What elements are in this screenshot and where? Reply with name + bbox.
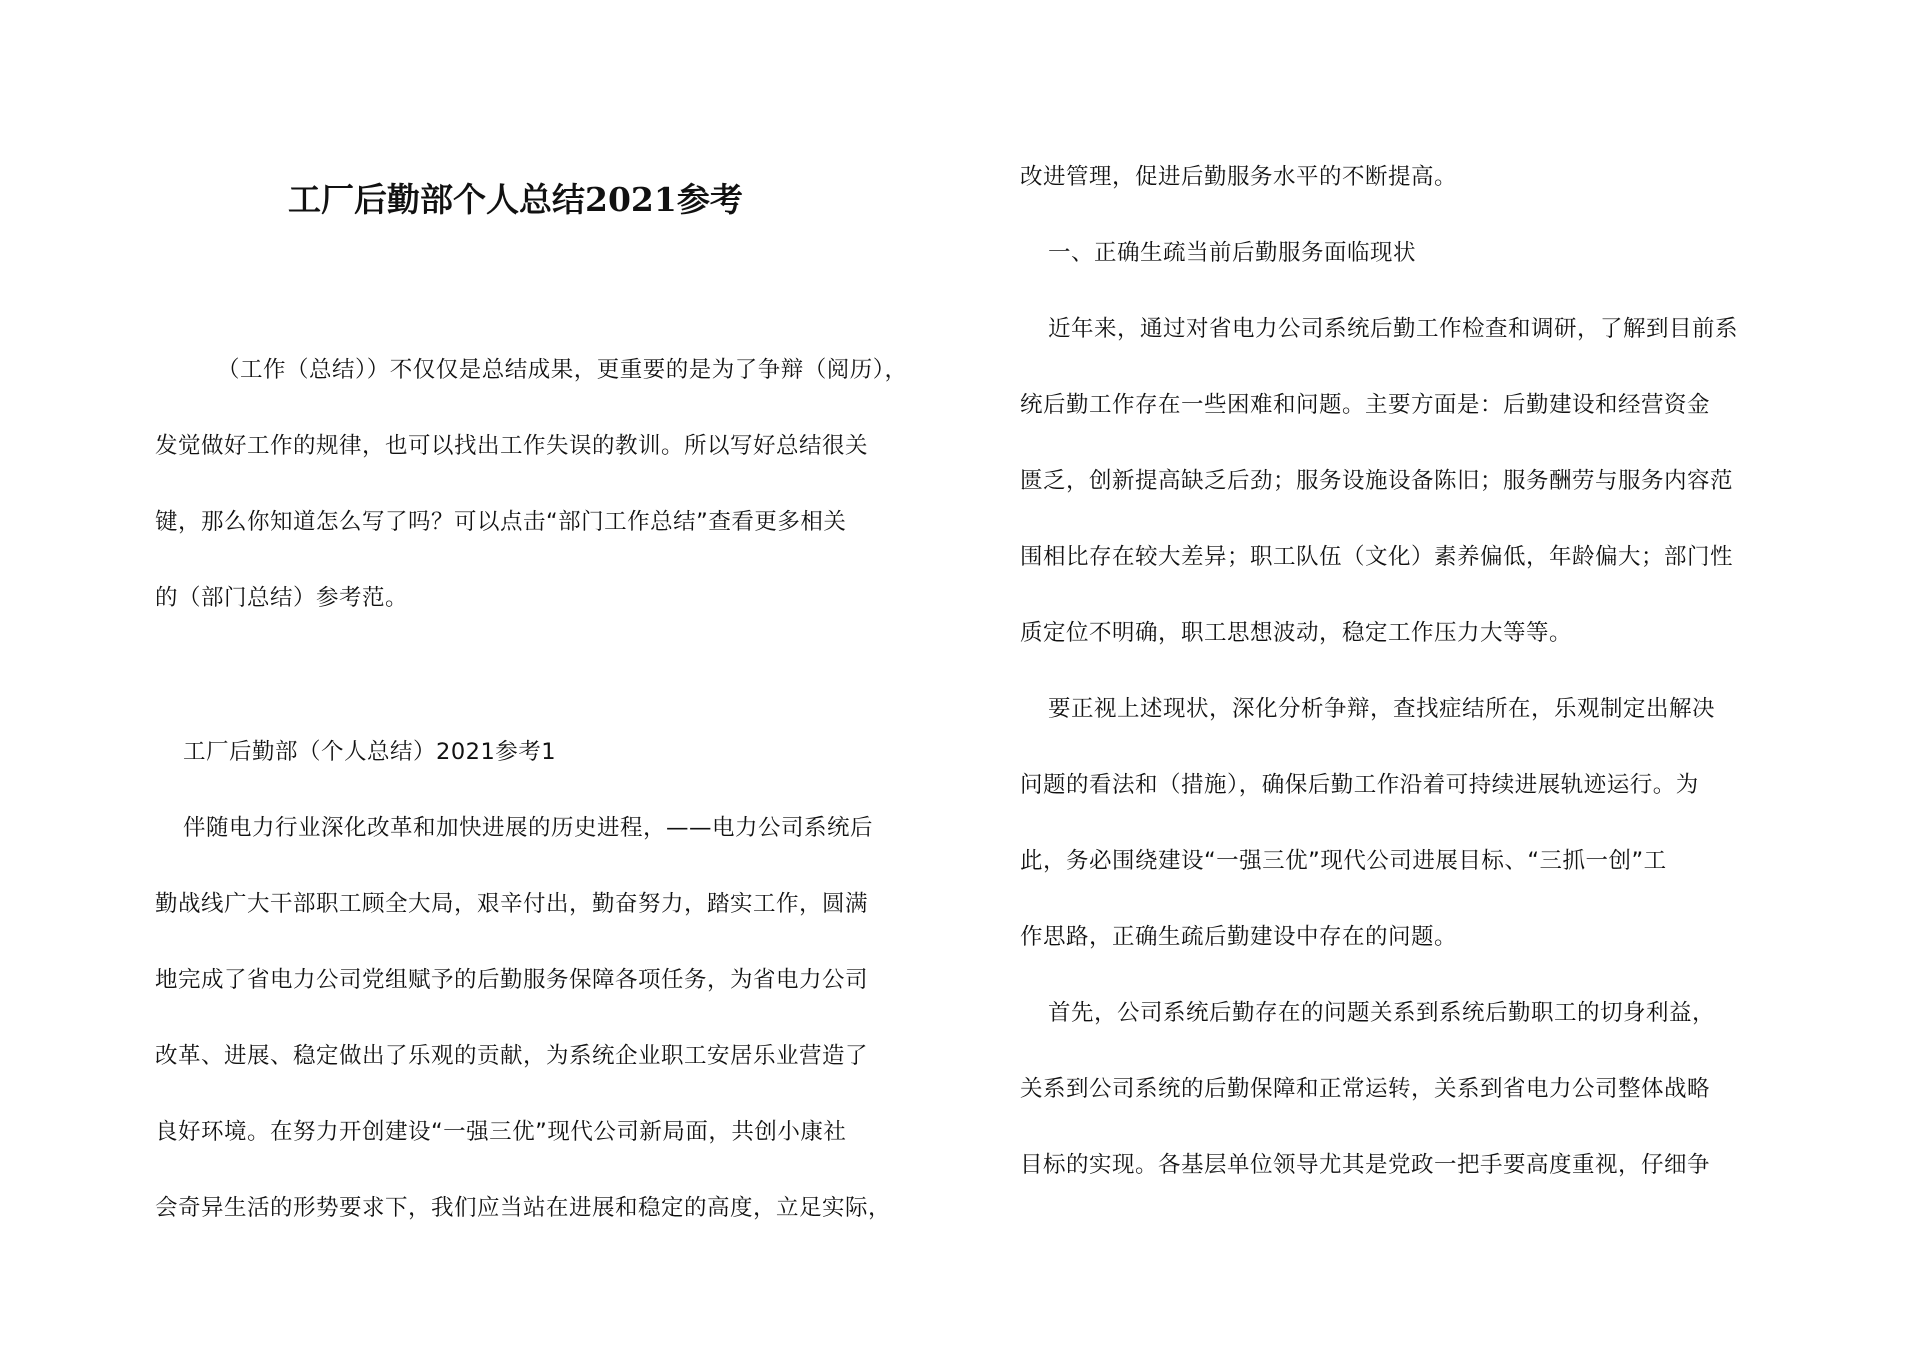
body-line: 改进管理，促进后勤服务水平的不断提高。 — [1020, 164, 1458, 190]
body-line: 作思路，正确生疏后勤建设中存在的问题。 — [1020, 924, 1458, 950]
intro-line: （工作（总结））不仅仅是总结成果，更重要的是为了争辩（阅历）， — [217, 357, 908, 383]
intro-line: 键，那么你知道怎么写了吗？可以点击“部门工作总结”查看更多相关 — [155, 509, 847, 535]
body-line: 会奇异生活的形势要求下，我们应当站在进展和稳定的高度，立足实际， — [155, 1195, 892, 1221]
intro-line: 的（部门总结）参考范。 — [155, 585, 409, 611]
body-line: 质定位不明确，职工思想波动，稳定工作压力大等等。 — [1020, 620, 1573, 646]
body-line: 目标的实现。各基层单位领导尤其是党政一把手要高度重视，仔细争 — [1020, 1152, 1711, 1178]
body-line: 围相比存在较大差异；职工队伍（文化）素养偏低，年龄偏大；部门性 — [1020, 544, 1734, 570]
document-title: 工厂后勤部个人总结2021参考 — [288, 180, 743, 219]
body-line: 问题的看法和（措施），确保后勤工作沿着可持续进展轨迹运行。为 — [1020, 772, 1699, 798]
intro-line: 发觉做好工作的规律，也可以找出工作失误的教训。所以写好总结很关 — [155, 433, 869, 459]
body-line: 良好环境。在努力开创建设“一强三优”现代公司新局面，共创小康社 — [155, 1119, 847, 1145]
body-line: 伴随电力行业深化改革和加快进展的历史进程，——电力公司系统后 — [183, 815, 874, 841]
body-line: 地完成了省电力公司党组赋予的后勤服务保障各项任务，为省电力公司 — [155, 967, 869, 993]
body-line: 首先，公司系统后勤存在的问题关系到系统后勤职工的切身利益， — [1048, 1000, 1716, 1026]
body-line: 此，务必围绕建设“一强三优”现代公司进展目标、“三抓一创”工 — [1020, 848, 1667, 874]
body-line: 勤战线广大干部职工顾全大局，艰辛付出，勤奋努力，踏实工作，圆满 — [155, 891, 869, 917]
body-line: 匮乏，创新提高缺乏后劲；服务设施设备陈旧；服务酬劳与服务内容范 — [1020, 468, 1734, 494]
body-line: 改革、进展、稳定做出了乐观的贡献，为系统企业职工安居乐业营造了 — [155, 1043, 869, 1069]
body-line: 近年来，通过对省电力公司系统后勤工作检查和调研，了解到目前系 — [1048, 316, 1739, 342]
body-line: 关系到公司系统的后勤保障和正常运转，关系到省电力公司整体战略 — [1020, 1076, 1711, 1102]
body-line: 统后勤工作存在一些困难和问题。主要方面是：后勤建设和经营资金 — [1020, 392, 1711, 418]
section-heading: 工厂后勤部（个人总结）2021参考1 — [183, 739, 557, 765]
section-heading: 一、正确生疏当前后勤服务面临现状 — [1048, 240, 1417, 266]
body-line: 要正视上述现状，深化分析争辩，查找症结所在，乐观制定出解决 — [1048, 696, 1716, 722]
